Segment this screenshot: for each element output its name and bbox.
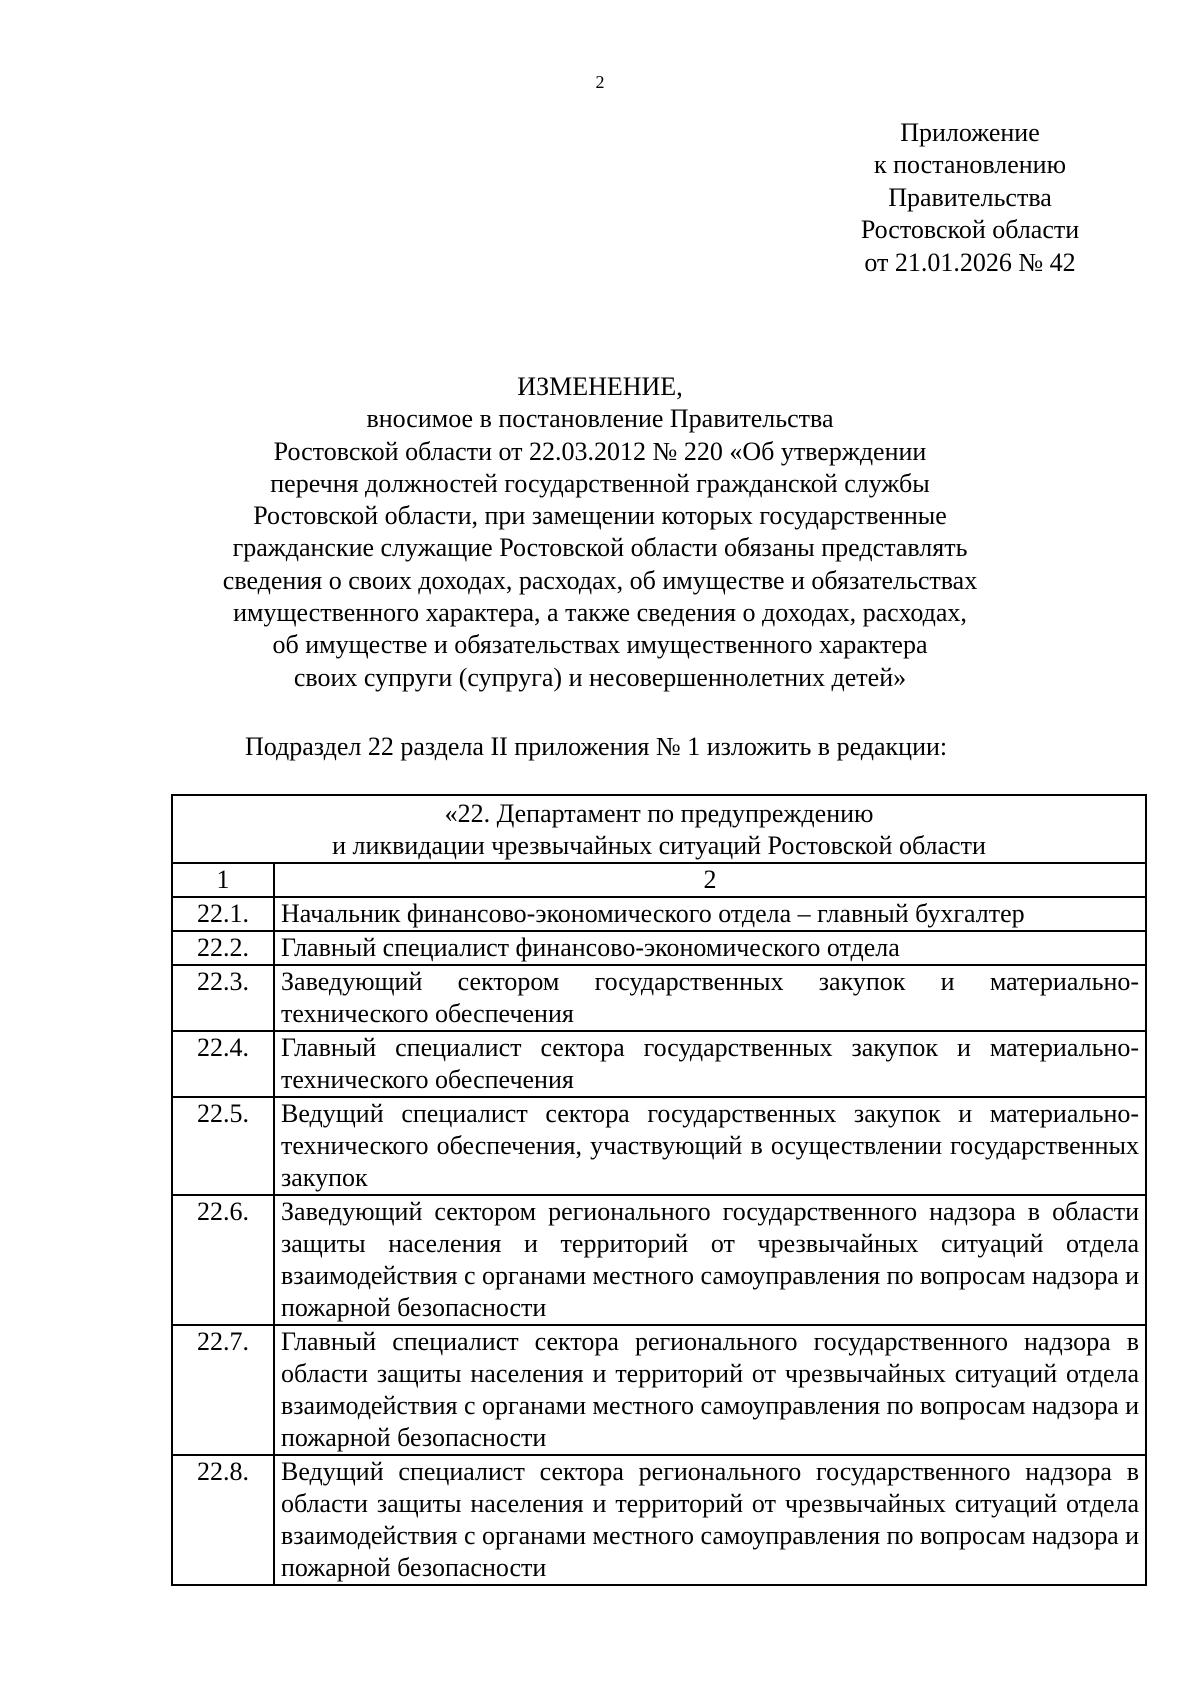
page-number: 2 bbox=[595, 72, 605, 92]
row-number: 22.2. bbox=[172, 931, 274, 965]
row-number: 22.5. bbox=[172, 1097, 274, 1195]
table-header-row bbox=[172, 795, 1146, 863]
table-row bbox=[172, 1455, 1146, 1585]
table-row bbox=[172, 931, 1146, 965]
title-line: вносимое в постановление Правительства bbox=[366, 404, 834, 434]
title-line: Ростовской области, при замещении которых государственные bbox=[253, 501, 947, 531]
table-row bbox=[172, 1031, 1146, 1097]
table-header-cell bbox=[172, 795, 1146, 863]
column-number-cell: 1 bbox=[172, 863, 274, 897]
title-line: своих супруги (супруга) и несовершеннолетних детей» bbox=[293, 662, 907, 692]
table-row bbox=[172, 1195, 1146, 1325]
table-row bbox=[172, 1097, 1146, 1195]
row-number: 22.7. bbox=[172, 1325, 274, 1455]
appendix-line: от 21.01.2026 № 42 bbox=[864, 247, 1076, 277]
row-text: Главный специалист финансово-экономического отдела bbox=[274, 931, 1146, 965]
table-row bbox=[172, 965, 1146, 1031]
column-number-cell: 2 bbox=[274, 863, 1146, 897]
appendix-line: Правительства bbox=[888, 182, 1052, 212]
title-line: об имуществе и обязательствах имущественного характера bbox=[272, 630, 928, 660]
row-number: 22.4. bbox=[172, 1031, 274, 1097]
table-header-line: «22. Департамент по предупреждению bbox=[444, 799, 874, 828]
row-text: Главный специалист сектора государственных закупок и материально-технического обеспечения bbox=[274, 1031, 1146, 1097]
appendix-line: Ростовской области bbox=[860, 215, 1080, 245]
row-number: 22.8. bbox=[172, 1455, 274, 1585]
column-number-row bbox=[172, 863, 1146, 897]
document-title bbox=[0, 371, 1200, 694]
row-number: 22.1. bbox=[172, 897, 274, 931]
row-text: Заведующий сектором регионального государственного надзора в области защиты населения и территорий от чрезвычайных ситуаций отдела взаимодействия с органами местного самоуправления по вопросам надзора и пожарной безопасности bbox=[274, 1195, 1146, 1325]
appendix-block bbox=[740, 117, 1200, 279]
appendix-line: Приложение bbox=[900, 118, 1040, 147]
table-header-line: и ликвидации чрезвычайных ситуаций Ростовской области bbox=[332, 831, 986, 860]
title-line: сведения о своих доходах, расходах, об имуществе и обязательствах bbox=[222, 565, 978, 595]
row-number: 22.6. bbox=[172, 1195, 274, 1325]
row-text: Ведущий специалист сектора государственных закупок и материально-технического обеспечения, участвующий в осуществлении государственных закупок bbox=[274, 1097, 1146, 1195]
row-text: Главный специалист сектора регионального государственного надзора в области защиты населения и территорий от чрезвычайных ситуаций отдела взаимодействия с органами местного самоуправления по вопросам надзора и пожарной безопасности bbox=[274, 1325, 1146, 1455]
row-number: 22.3. bbox=[172, 965, 274, 1031]
title-line: гражданские служащие Ростовской области обязаны представлять bbox=[232, 533, 968, 563]
title-line: имущественного характера, а также сведения о доходах, расходах, bbox=[233, 598, 967, 628]
title-line: перечня должностей государственной гражданской службы bbox=[270, 468, 930, 498]
table-row bbox=[172, 1325, 1146, 1455]
instruction-text: Подраздел 22 раздела II приложения № 1 изложить в редакции: bbox=[245, 732, 948, 761]
row-text: Заведующий сектором государственных закупок и материально-технического обеспечения bbox=[274, 965, 1146, 1031]
table-row bbox=[172, 897, 1146, 931]
title-heading: ИЗМЕНЕНИЕ, bbox=[517, 372, 683, 401]
title-line: Ростовской области от 22.03.2012 № 220 «Об утверждении bbox=[273, 436, 927, 466]
row-text: Ведущий специалист сектора регионального государственного надзора в области защиты населения и территорий от чрезвычайных ситуаций отдела взаимодействия с органами местного самоуправления по вопросам надзора и пожарной безопасности bbox=[274, 1455, 1146, 1585]
row-text: Начальник финансово-экономического отдела – главный бухгалтер bbox=[274, 897, 1146, 931]
appendix-line: к постановлению bbox=[873, 150, 1067, 180]
positions-table bbox=[171, 794, 1147, 1586]
